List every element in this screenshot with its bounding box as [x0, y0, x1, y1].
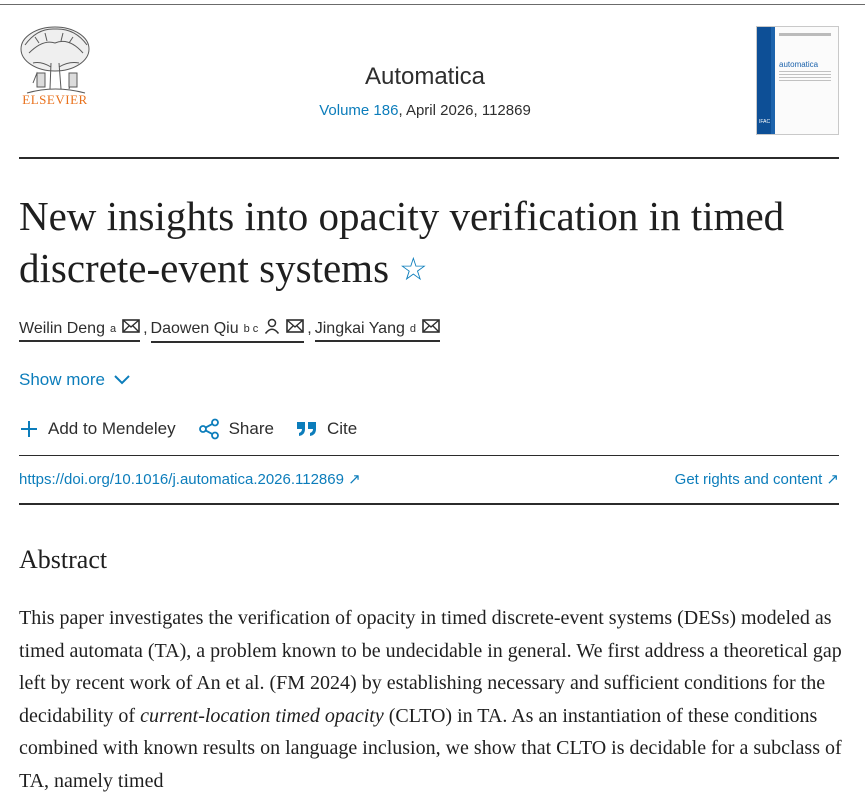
article-title — [19, 190, 819, 295]
publisher-wordmark: ELSEVIER — [22, 92, 88, 107]
author-affiliation: a — [109, 322, 117, 335]
abstract-text — [19, 602, 845, 797]
email-icon[interactable] — [422, 319, 440, 338]
cover-subtitle-lines — [779, 71, 831, 83]
abstract-text-part: (CLTO) in TA. As an instantiation of these conditions combined with known results on language inclusion, we show that CLTO is decidable for a subclass of TA, namely timed — [19, 704, 842, 792]
share-icon — [198, 418, 220, 440]
author-affiliation: d — [409, 322, 416, 335]
doi-link[interactable]: https://doi.org/10.1016/j.automatica.2026.112869 ↗ — [19, 471, 361, 488]
actions-divider — [19, 455, 839, 456]
cite-label: Cite — [326, 419, 358, 438]
share-label: Share — [228, 419, 274, 438]
author-list — [19, 318, 440, 343]
author-link[interactable] — [19, 319, 140, 342]
email-icon[interactable] — [286, 319, 304, 338]
journal-cover-image[interactable] — [756, 26, 839, 135]
favorite-star-icon[interactable]: ☆ — [399, 251, 428, 287]
issue-info: , April 2026, 112869 — [398, 102, 531, 119]
add-to-mendeley-button[interactable] — [19, 419, 176, 439]
share-button[interactable] — [198, 418, 274, 440]
author-separator: , — [143, 319, 148, 337]
cover-title: automatica — [779, 60, 819, 69]
abstract-heading: Abstract — [19, 545, 108, 574]
show-more-button[interactable] — [19, 370, 131, 390]
author-name: Weilin Deng — [19, 319, 105, 337]
volume-line — [200, 102, 650, 119]
author-separator: , — [307, 319, 312, 337]
abstract-text-part: This paper investigates the verification of opacity in timed discrete-event systems (DESs) modeled as timed automata (TA), a problem known to be undecidable in general. We first address a theoretical gap left by recent work of An et al. (FM 2024) by establishing necessary and sufficient conditions for the decidability of — [19, 607, 842, 727]
author-name: Jingkai Yang — [314, 319, 405, 337]
email-icon[interactable] — [122, 319, 140, 338]
cite-button[interactable] — [296, 419, 357, 439]
cover-badge: IFAC — [759, 119, 771, 125]
person-icon[interactable] — [264, 318, 280, 339]
author-name: Daowen Qiu — [150, 319, 239, 337]
rights-and-content-link[interactable]: Get rights and content ↗ — [674, 471, 839, 488]
top-border — [0, 4, 865, 5]
header-divider — [19, 157, 839, 159]
abstract-emphasis: current-location timed opacity — [140, 704, 384, 727]
article-title-text: New insights into opacity verification in timed discrete-event systems — [19, 193, 785, 291]
chevron-down-icon — [113, 374, 131, 386]
author-affiliation: b c — [243, 322, 259, 335]
add-to-mendeley-label: Add to Mendeley — [48, 419, 176, 438]
cover-spine — [757, 27, 771, 134]
journal-title[interactable]: Automatica — [364, 63, 486, 90]
cover-header-bar — [779, 33, 831, 36]
author-link[interactable] — [315, 319, 440, 342]
author-link[interactable] — [151, 318, 305, 343]
article-actions — [19, 418, 379, 440]
quote-icon — [296, 420, 318, 438]
show-more-label: Show more — [19, 370, 105, 389]
volume-link[interactable]: Volume 186 — [319, 102, 399, 119]
links-divider — [19, 503, 839, 505]
plus-icon — [19, 419, 39, 439]
